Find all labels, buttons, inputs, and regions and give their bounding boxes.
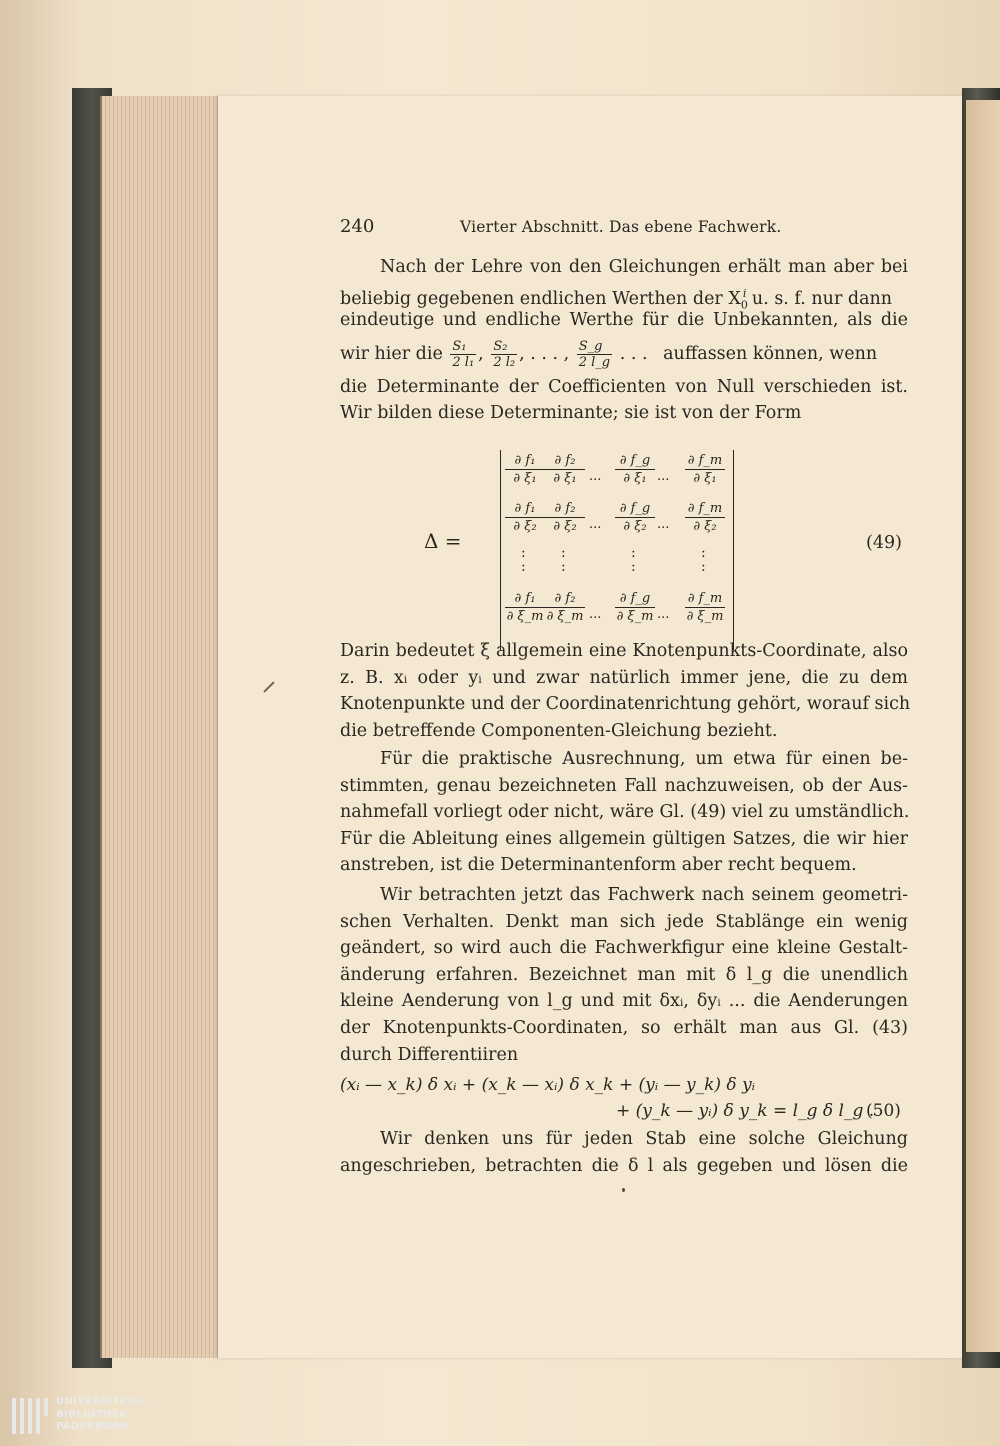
running-head [340,212,908,238]
text-line: Darin bedeutet ξ allgemein eine Knotenpunkts-Coordinate, also [340,641,908,661]
determinant-equation [340,450,908,650]
matrix-cell: ∂ f_m ∂ ξ_m [686,591,724,624]
matrix-cell: ∂ f₂ ∂ ξ₁ [545,452,585,487]
text-line: eindeutige und endliche Werthe für die Unbekannten, als die [340,310,908,331]
equation-number-49: (49) [866,533,902,553]
text-line: änderung erfahren. Bezeichnet man mit δ l_g die unendlich [340,964,908,985]
matrix-row [505,590,731,634]
ellipsis: ... [589,607,602,622]
ellipsis: ... [657,517,670,532]
facing-page-edge [966,100,1000,1352]
ellipsis: ... [657,469,670,484]
text-line: geändert, so wird auch die Fachwerkfigur eine kleine Gestalt- [340,938,908,959]
vertical-dots: : [701,559,706,575]
text-line: stimmten, genau bezeichneten Fall nachzuweisen, ob der Aus- [340,775,908,796]
determinant-lhs: Δ = [424,529,462,553]
ellipsis: ... [589,517,602,532]
vertical-dots: : [701,545,706,561]
text-line: Wir bilden diese Determinante; sie ist von der Form [340,403,802,424]
equation-50-line-2: + (y_k — yᵢ) δ y_k = l_g δ l_g . [616,1101,875,1121]
vertical-dots: : [631,559,636,575]
matrix-cell: ∂ f₁ ∂ ξ₂ [505,500,545,535]
paragraph-4 [340,882,908,1068]
text-line: Wir betrachten jetzt das Fachwerk nach seinem geometri- [380,885,908,905]
running-head-title: Vierter Abschnitt. Das ebene Fachwerk. [460,218,782,236]
matrix-cell: ∂ f_m ∂ ξ₂ [685,500,725,535]
matrix-row [505,452,731,496]
vertical-dots: : [561,559,566,575]
text-line: Wir denken uns für jeden Stab eine solche Gleichung [380,1129,908,1149]
ink-spot [622,1188,625,1192]
equation-50 [340,1072,908,1126]
matrix-row [505,500,731,544]
text-line: nahmefall vorliegt oder nicht, wäre Gl. (49) viel zu umständlich. [340,802,910,823]
equation-50-line-1: (xᵢ — x_k) δ xᵢ + (x_k — xᵢ) δ x_k + (yᵢ — y_k) δ yᵢ [340,1075,756,1095]
ellipsis: ... [657,607,670,622]
paragraph-5 [340,1126,908,1179]
text-line: kleine Aenderung von l_g und mit δxᵢ, δyᵢ ... die Aenderungen [340,991,908,1012]
paragraph-2 [340,638,911,744]
matrix-cell: ∂ f₂ ∂ ξ₂ [545,500,585,535]
text-line: die Determinante der Coefficienten von Null verschieden ist. [340,376,908,397]
page-edges [100,96,220,1358]
library-logo [10,1396,160,1442]
vertical-dots: : [521,545,526,561]
matrix-cell: ∂ f₁ ∂ ξ₁ [505,452,545,487]
text-line: Für die praktische Ausrechnung, um etwa für einen be- [380,749,908,769]
text-line: z. B. xᵢ oder yᵢ und zwar natürlich immer jene, die zu dem [340,667,908,688]
text-line: Knotenpunkte und der Coordinatenrichtung gehört, worauf sich [340,694,911,715]
matrix-cell: ∂ f₁ ∂ ξ_m [506,591,544,624]
vertical-dots: : [631,545,636,561]
matrix-cell: ∂ f_g ∂ ξ₁ [615,452,655,487]
fraction: $\frac{S\_g}{2 l\_g}$ [578,338,611,370]
vertical-dots: : [561,545,566,561]
library-logo-icon [10,1398,50,1438]
fraction: $\frac{\text{S₂}}{\text{2 l₂}}$ [493,338,516,370]
page-number: 240 [340,216,375,237]
paragraph-1 [340,254,908,427]
text-line: Für die Ableitung eines allgemein gültigen Satzes, die wir hier [340,828,908,849]
text-line: angeschrieben, betrachten die δ l als gegeben und lösen die [340,1155,908,1176]
paragraph-3 [340,746,908,879]
text-line: durch Differentiiren [340,1044,519,1065]
fraction: $\frac{\text{S₁}}{\text{2 l₁}}$ [452,338,475,370]
text-line: anstreben, ist die Determinantenform aber recht bequem. [340,855,857,876]
library-logo-text: UNIVERSITÄTS- BIBLIOTHEK PADERBORN [56,1396,146,1432]
text-line: beliebig gegebenen endlichen Werthen der $X_0^i$ u. s. f. nur dann [340,286,893,311]
ellipsis: ... [589,469,602,484]
equation-number-50: (50) [866,1101,901,1121]
matrix-cell: ∂ f_g ∂ ξ₂ [615,500,655,535]
matrix-cell: ∂ f_m ∂ ξ₁ [685,452,725,487]
determinant-matrix [500,450,734,650]
text-line: Nach der Lehre von den Gleichungen erhält man aber bei [380,257,908,277]
text-line: schen Verhalten. Denkt man sich jede Stablänge ein wenig [340,911,908,932]
text-line: die betreffende Componenten-Gleichung bezieht. [340,720,778,741]
vertical-dots: : [521,559,526,575]
text-line: der Knotenpunkts-Coordinaten, so erhält man aus Gl. (43) [340,1017,908,1038]
matrix-cell: ∂ f_g ∂ ξ_m [616,591,654,624]
matrix-cell: ∂ f₂ ∂ ξ_m [546,591,584,624]
text-line-fractions: wir hier die $\frac{\text{S₁}}{\text{2 l₁}}$ , $\frac{\text{S₂}}{\text{2 l₂}}$ , . . . , $\frac{S\_g}{2 l\_g}$ . . . auffassen können, wenn [340,338,878,370]
